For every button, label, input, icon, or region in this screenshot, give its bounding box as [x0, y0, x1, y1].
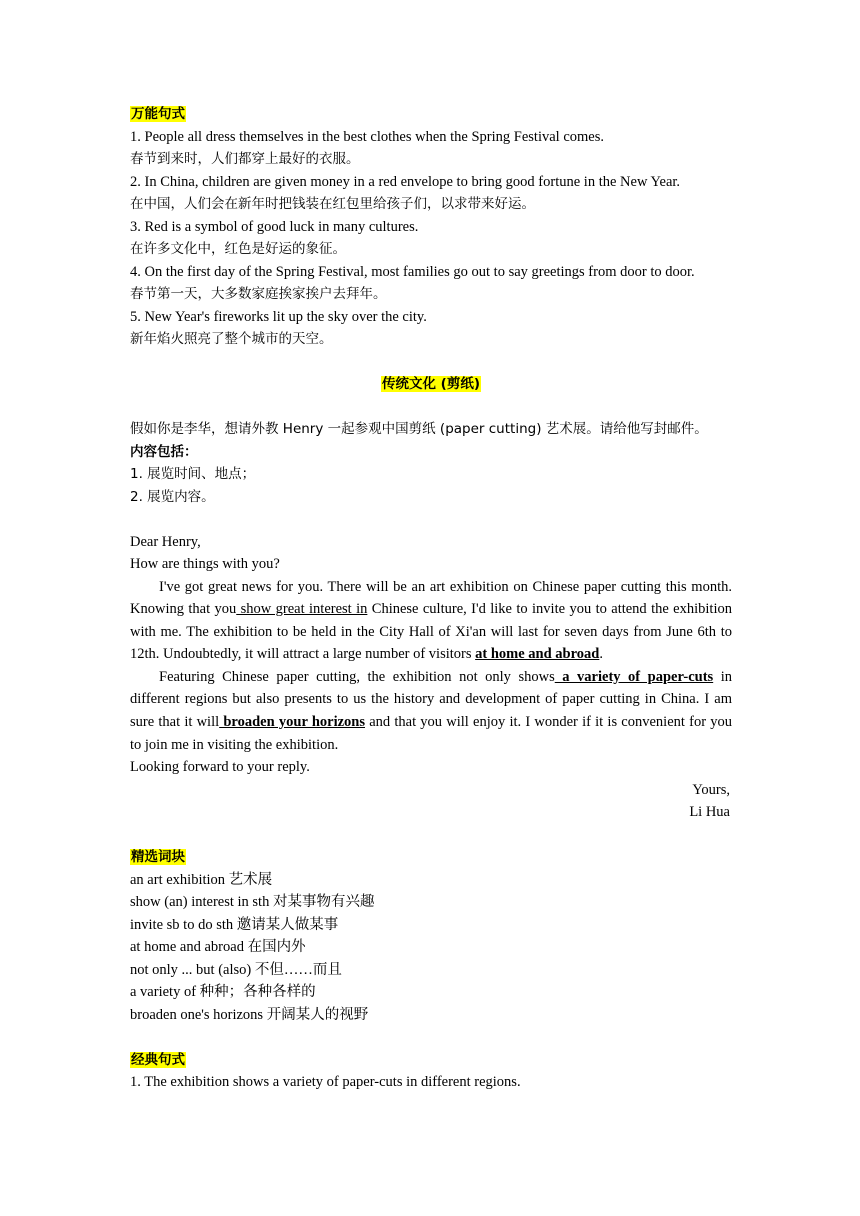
sentence-3-zh: 在许多文化中，红色是好运的象征。 [130, 241, 346, 257]
section-heading-universal-sentences: 万能句式 [131, 106, 185, 122]
writing-prompt: 假如你是李华，想请外教 Henry 一起参观中国剪纸 (paper cutting) 艺术展。请给他写封邮件。 [130, 421, 708, 437]
sentence-1-zh: 春节到来时，人们都穿上最好的衣服。 [130, 151, 360, 167]
phrase-at-home-and-abroad: at home and abroad [475, 646, 600, 663]
letter-paragraph-1: I've got great news for you. There will be an art exhibition on Chinese paper cutting this month. Knowing that you show great interest in Chinese culture, I'd like to invite you to attend the exhibition with me. The exhibition to be held in the City Hall of Xi'an will last for seven days from June 6th to 12th. Undoubtedly, it will attract a large number of visitors at home and abroad. [130, 578, 732, 663]
prompt-point-2: 2. 展览内容。 [130, 488, 215, 505]
letter-greeting: Dear Henry, [130, 533, 201, 550]
sentence-5-zh: 新年焰火照亮了整个城市的天空。 [130, 331, 333, 347]
letter-signoff: Yours, [692, 781, 730, 798]
prompt-point-1: 1. 展览时间、地点； [130, 466, 256, 482]
letter-paragraph-2: Featuring Chinese paper cutting, the exhibition not only shows a variety of paper-cuts in different regions but also presents to us the history and development of paper cutting in China. I am sure that it will broaden your horizons and that you will enjoy it. I wonder if it is convenient for you to join me in visiting the exhibition. [130, 668, 732, 753]
phrase-show-great-interest: show great interest in [236, 601, 368, 618]
vocab-item: broaden one's horizons 开阔某人的视野 [130, 1006, 369, 1023]
vocab-item: not only ... but (also) 不但……而且 [130, 961, 342, 978]
vocab-item: a variety of 种种；各种各样的 [130, 984, 316, 1001]
classic-sentence-1: 1. The exhibition shows a variety of paper-cuts in different regions. [130, 1074, 521, 1091]
topic-title: 传统文化 (剪纸) [381, 376, 481, 392]
sentence-1-en: 1. People all dress themselves in the best clothes when the Spring Festival comes. [130, 128, 604, 145]
section-heading-vocab: 精选词块 [131, 849, 185, 866]
letter-signature: Li Hua [689, 804, 730, 821]
vocab-item: invite sb to do sth 邀请某人做某事 [130, 916, 339, 933]
vocab-item: show (an) interest in sth 对某事物有兴趣 [130, 894, 375, 911]
phrase-variety-of-paper-cuts: a variety of paper-cuts [554, 668, 714, 685]
letter-closing: Looking forward to your reply. [130, 759, 310, 776]
document-page [130, 103, 732, 1094]
sentence-4-en: 4. On the first day of the Spring Festival, most families go out to say greetings from door to door. [130, 263, 695, 280]
vocab-item: at home and abroad 在国内外 [130, 939, 306, 956]
content-label: 内容包括： [130, 443, 198, 460]
vocab-item: an art exhibition 艺术展 [130, 871, 273, 888]
section-heading-classic-sentences: 经典句式 [131, 1051, 185, 1068]
sentence-2-zh: 在中国，人们会在新年时把钱装在红包里给孩子们，以求带来好运。 [130, 196, 535, 212]
sentence-2-en: 2. In China, children are given money in a red envelope to bring good fortune in the New Year. [130, 173, 681, 190]
phrase-broaden-horizons: broaden your horizons [219, 714, 365, 731]
letter-opening: How are things with you? [130, 556, 280, 572]
sentence-3-en: 3. Red is a symbol of good luck in many cultures. [130, 218, 419, 235]
sentence-4-zh: 春节第一天，大多数家庭挨家挨户去拜年。 [130, 286, 387, 302]
sentence-5-en: 5. New Year's fireworks lit up the sky over the city. [130, 308, 427, 325]
